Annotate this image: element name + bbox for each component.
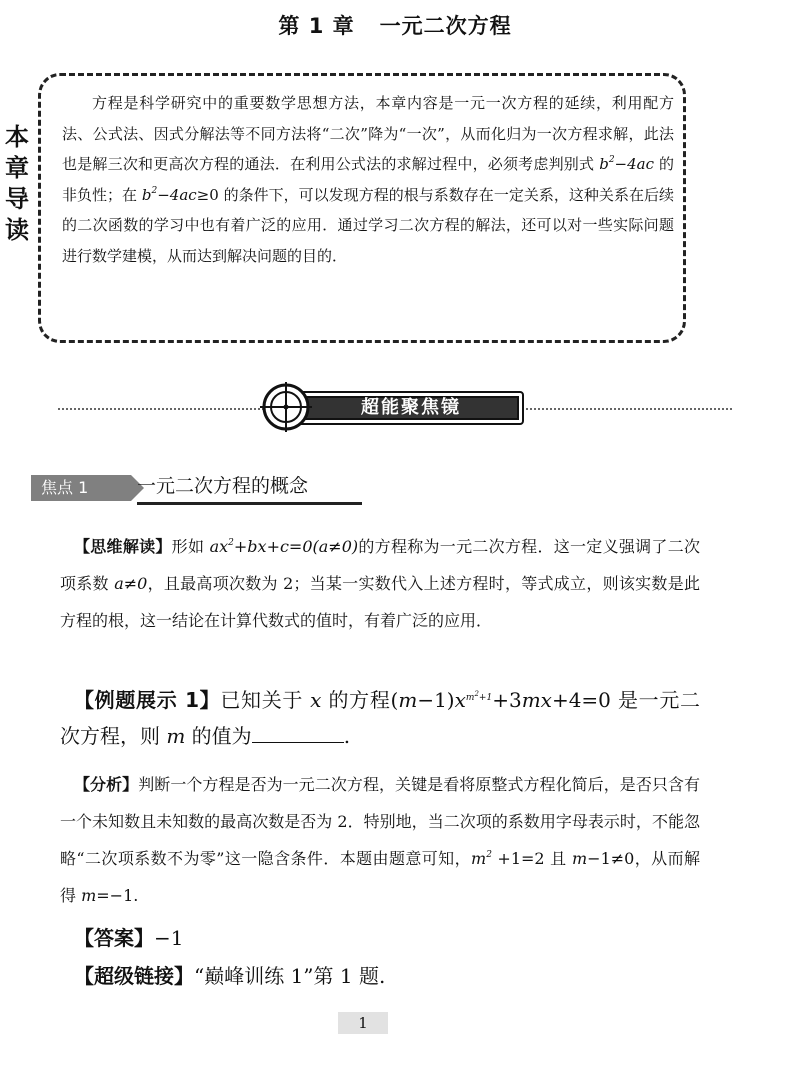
- answer-paragraph: [60, 920, 700, 956]
- example-paragraph: 【例题展示 1】已知关于 x 的方程$(m-1)x^{m^2+1}+3mx+4=0$ 是一元二次方程，则 m 的值为 .: [60, 688, 701, 748]
- discriminant: $b^2-4ac$: [599, 155, 655, 173]
- answer-blank: [252, 724, 344, 743]
- power-term: $x^{m^2+1}$: [454, 688, 493, 712]
- focus-tag: 焦点 1: [31, 475, 131, 501]
- guide-text: [62, 88, 674, 271]
- link-heading: 【超级链接】: [74, 964, 194, 988]
- guide-side-char: 导: [5, 185, 29, 213]
- link-text: “巅峰训练 1”第 1 题.: [194, 964, 386, 988]
- thinking-paragraph: 【思维解读】形如 $ax^2+bx+c=0(a\ne 0)$的方程称为一元二次方程．这一定义强调了二次项系数 a≠0，且最高项次数为 2；当某一实数代入上述方程时，等式成立，则该实数是此方程的根，这一结论在计算代数式的值时，有着广泛的应用．: [60, 537, 700, 630]
- chapter-title: 第 1 章 一元二次方程: [278, 14, 512, 38]
- answer-heading: 【答案】: [74, 926, 154, 950]
- analysis-heading: 【分析】: [74, 775, 139, 794]
- guide-side-char: 本: [5, 123, 29, 151]
- link-paragraph: [60, 958, 700, 994]
- guide-side-label: [2, 122, 32, 246]
- guide-side-char: 读: [5, 216, 29, 244]
- thinking-heading: 【思维解读】: [74, 537, 172, 556]
- guide-side-char: 章: [5, 154, 29, 182]
- focus-title: 一元二次方程的概念: [137, 472, 362, 505]
- analysis-paragraph: 【分析】判断一个方程是否为一元二次方程，关键是看将原整式方程化简后，是否只含有一个未知数且未知数的最高次数是否为 2．特别地，当二次项的系数用字母表示时，不能忽略“二次项系数不为零”这一隐含条件．本题由题意可知，$m^2 +1=2$ 且 m−1≠0，从而解得 m=−1.: [60, 775, 700, 905]
- answer-value: −1: [154, 926, 184, 950]
- guide-text-part: 方程是科学研究中的重要数学思想方法，本章内容是一元一次方程的延续，利用配方法、公式法、因式分解法等不同方法将“二次”降为“一次”，从而化归为一次方程求解，此法也是解三次和更高次方程的通法．在利用公式法的求解过程中，必须考虑判别式: [62, 94, 674, 173]
- discriminant: $b^2-4ac$: [141, 185, 197, 204]
- m-squared: $m^2$: [471, 849, 492, 868]
- section-banner: [248, 380, 544, 434]
- banner-label: 超能聚焦镜: [361, 397, 461, 418]
- coefficient-condition: a≠0: [114, 574, 148, 593]
- quadratic-formula: $ax^2+bx+c=0(a\ne 0)$: [209, 537, 359, 556]
- page-number: 1: [338, 1012, 388, 1034]
- guide-text-part: 的非负性；在: [62, 155, 674, 204]
- example-heading: 【例题展示 1】: [74, 688, 221, 712]
- guide-text-part: ≥0 的条件下，可以发现方程的根与系数存在一定关系，这种关系在后续的二次函数的学习中也有着广泛的应用．通过学习二次方程的解法，还可以对一些实际问题进行数学建模，从而达到解决问题的目的．: [62, 185, 674, 265]
